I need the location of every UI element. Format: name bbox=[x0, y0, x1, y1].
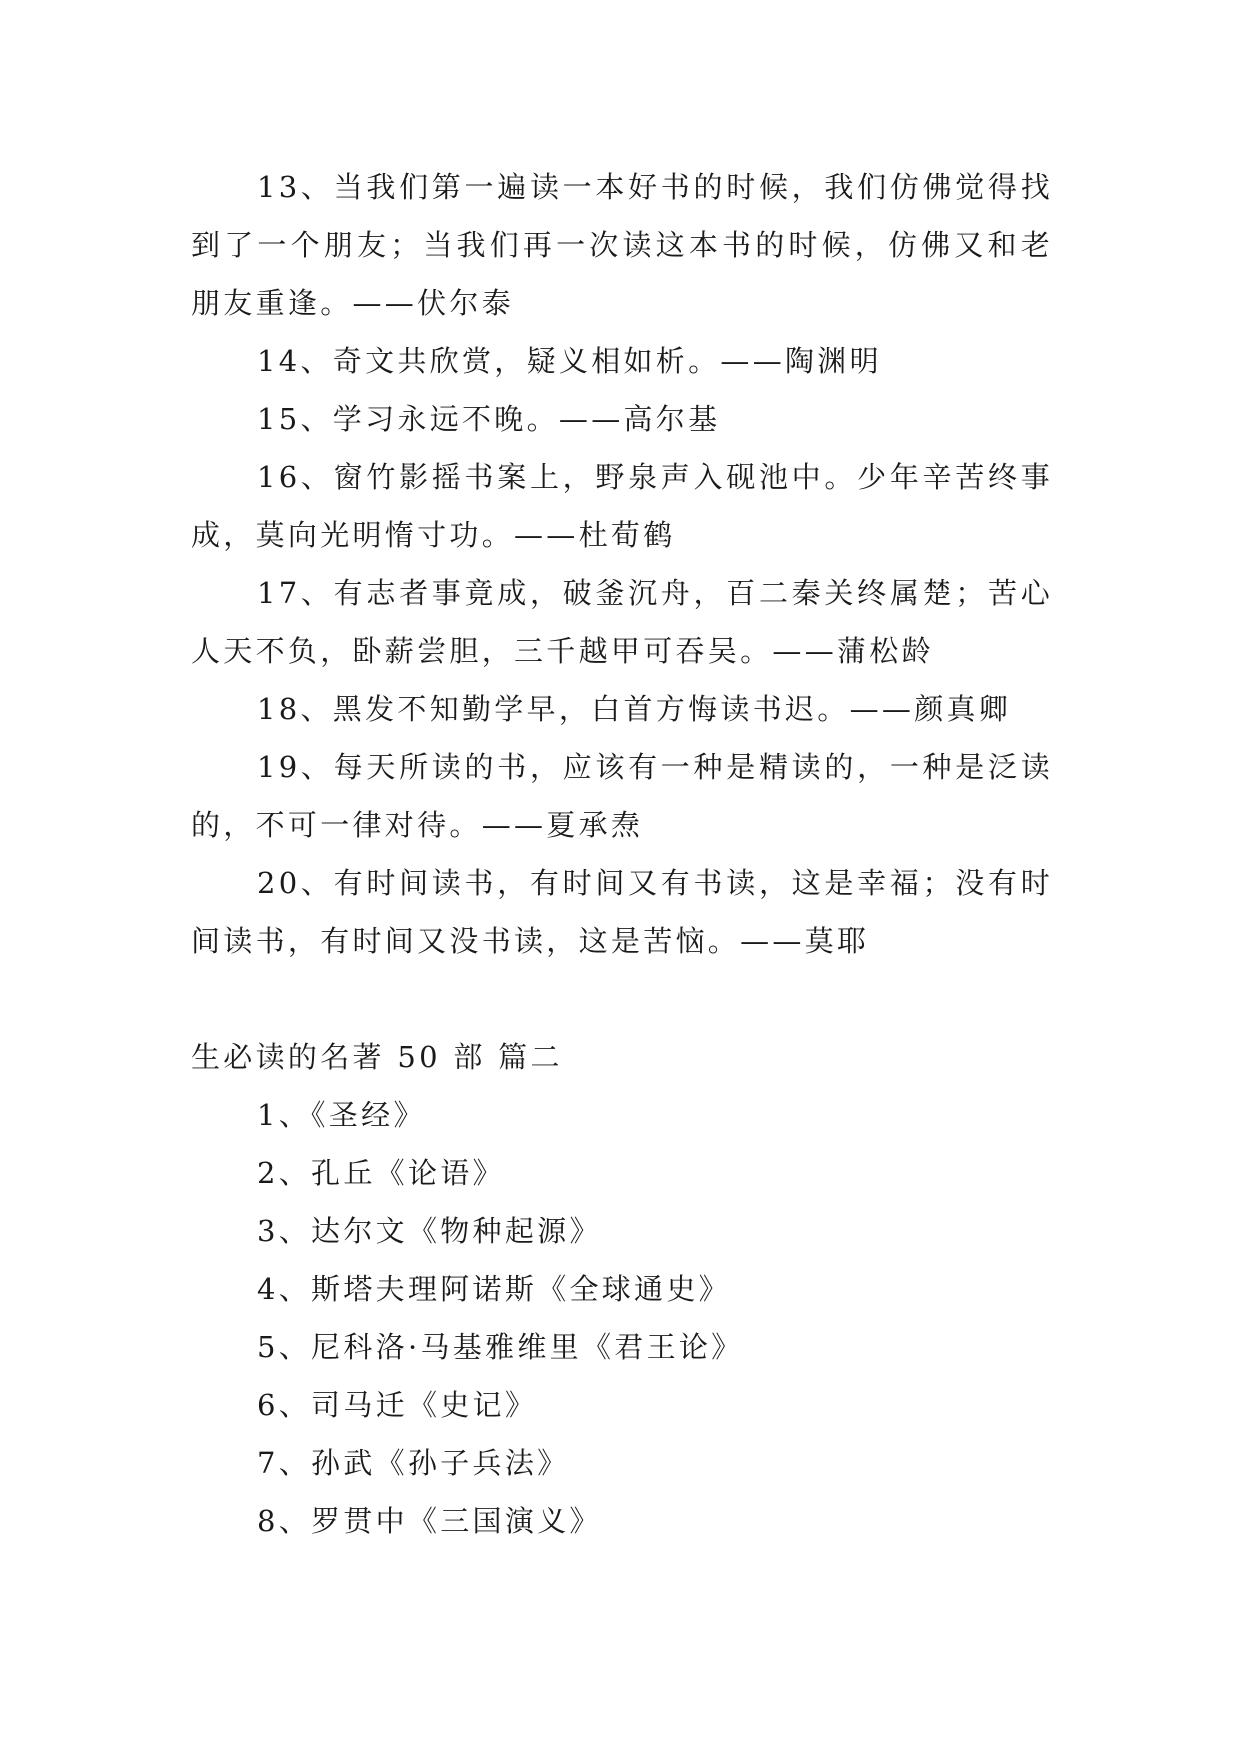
quote-16: 16、窗竹影摇书案上，野泉声入砚池中。少年辛苦终事成，莫向光明惰寸功。——杜荀鹤 bbox=[191, 460, 1053, 552]
quote-15: 15、学习永远不晚。——高尔基 bbox=[257, 402, 721, 436]
document-body bbox=[191, 158, 1053, 1550]
quote-19: 19、每天所读的书，应该有一种是精读的，一种是泛读的，不可一律对待。——夏承焘 bbox=[191, 750, 1053, 842]
list-item: 5、尼科洛·马基雅维里《君王论》 bbox=[257, 1330, 744, 1364]
book-list bbox=[191, 1086, 1053, 1550]
list-item: 3、达尔文《物种起源》 bbox=[257, 1214, 602, 1248]
quote-14: 14、奇文共欣赏，疑义相如析。——陶渊明 bbox=[257, 344, 882, 378]
section-heading: 生必读的名著 50 部 篇二 bbox=[191, 1040, 563, 1074]
quote-18: 18、黑发不知勤学早，白首方悔读书迟。——颜真卿 bbox=[257, 692, 1012, 726]
list-item: 7、孙武《孙子兵法》 bbox=[257, 1446, 570, 1480]
list-item: 6、司马迁《史记》 bbox=[257, 1388, 538, 1422]
quote-17: 17、有志者事竟成，破釜沉舟，百二秦关终属楚；苦心人天不负，卧薪尝胆，三千越甲可吞吴。——蒲松龄 bbox=[191, 576, 1053, 668]
list-item: 8、罗贯中《三国演义》 bbox=[257, 1504, 602, 1538]
quote-13: 13、当我们第一遍读一本好书的时候，我们仿佛觉得找到了一个朋友；当我们再一次读这本书的时候，仿佛又和老朋友重逢。——伏尔泰 bbox=[191, 170, 1053, 320]
list-item: 4、斯塔夫理阿诺斯《全球通史》 bbox=[257, 1272, 731, 1306]
quote-20: 20、有时间读书，有时间又有书读，这是幸福；没有时间读书，有时间又没书读，这是苦恼。——莫耶 bbox=[191, 866, 1053, 958]
list-item: 1、《圣经》 bbox=[257, 1098, 426, 1132]
list-item: 2、孔丘《论语》 bbox=[257, 1156, 505, 1190]
